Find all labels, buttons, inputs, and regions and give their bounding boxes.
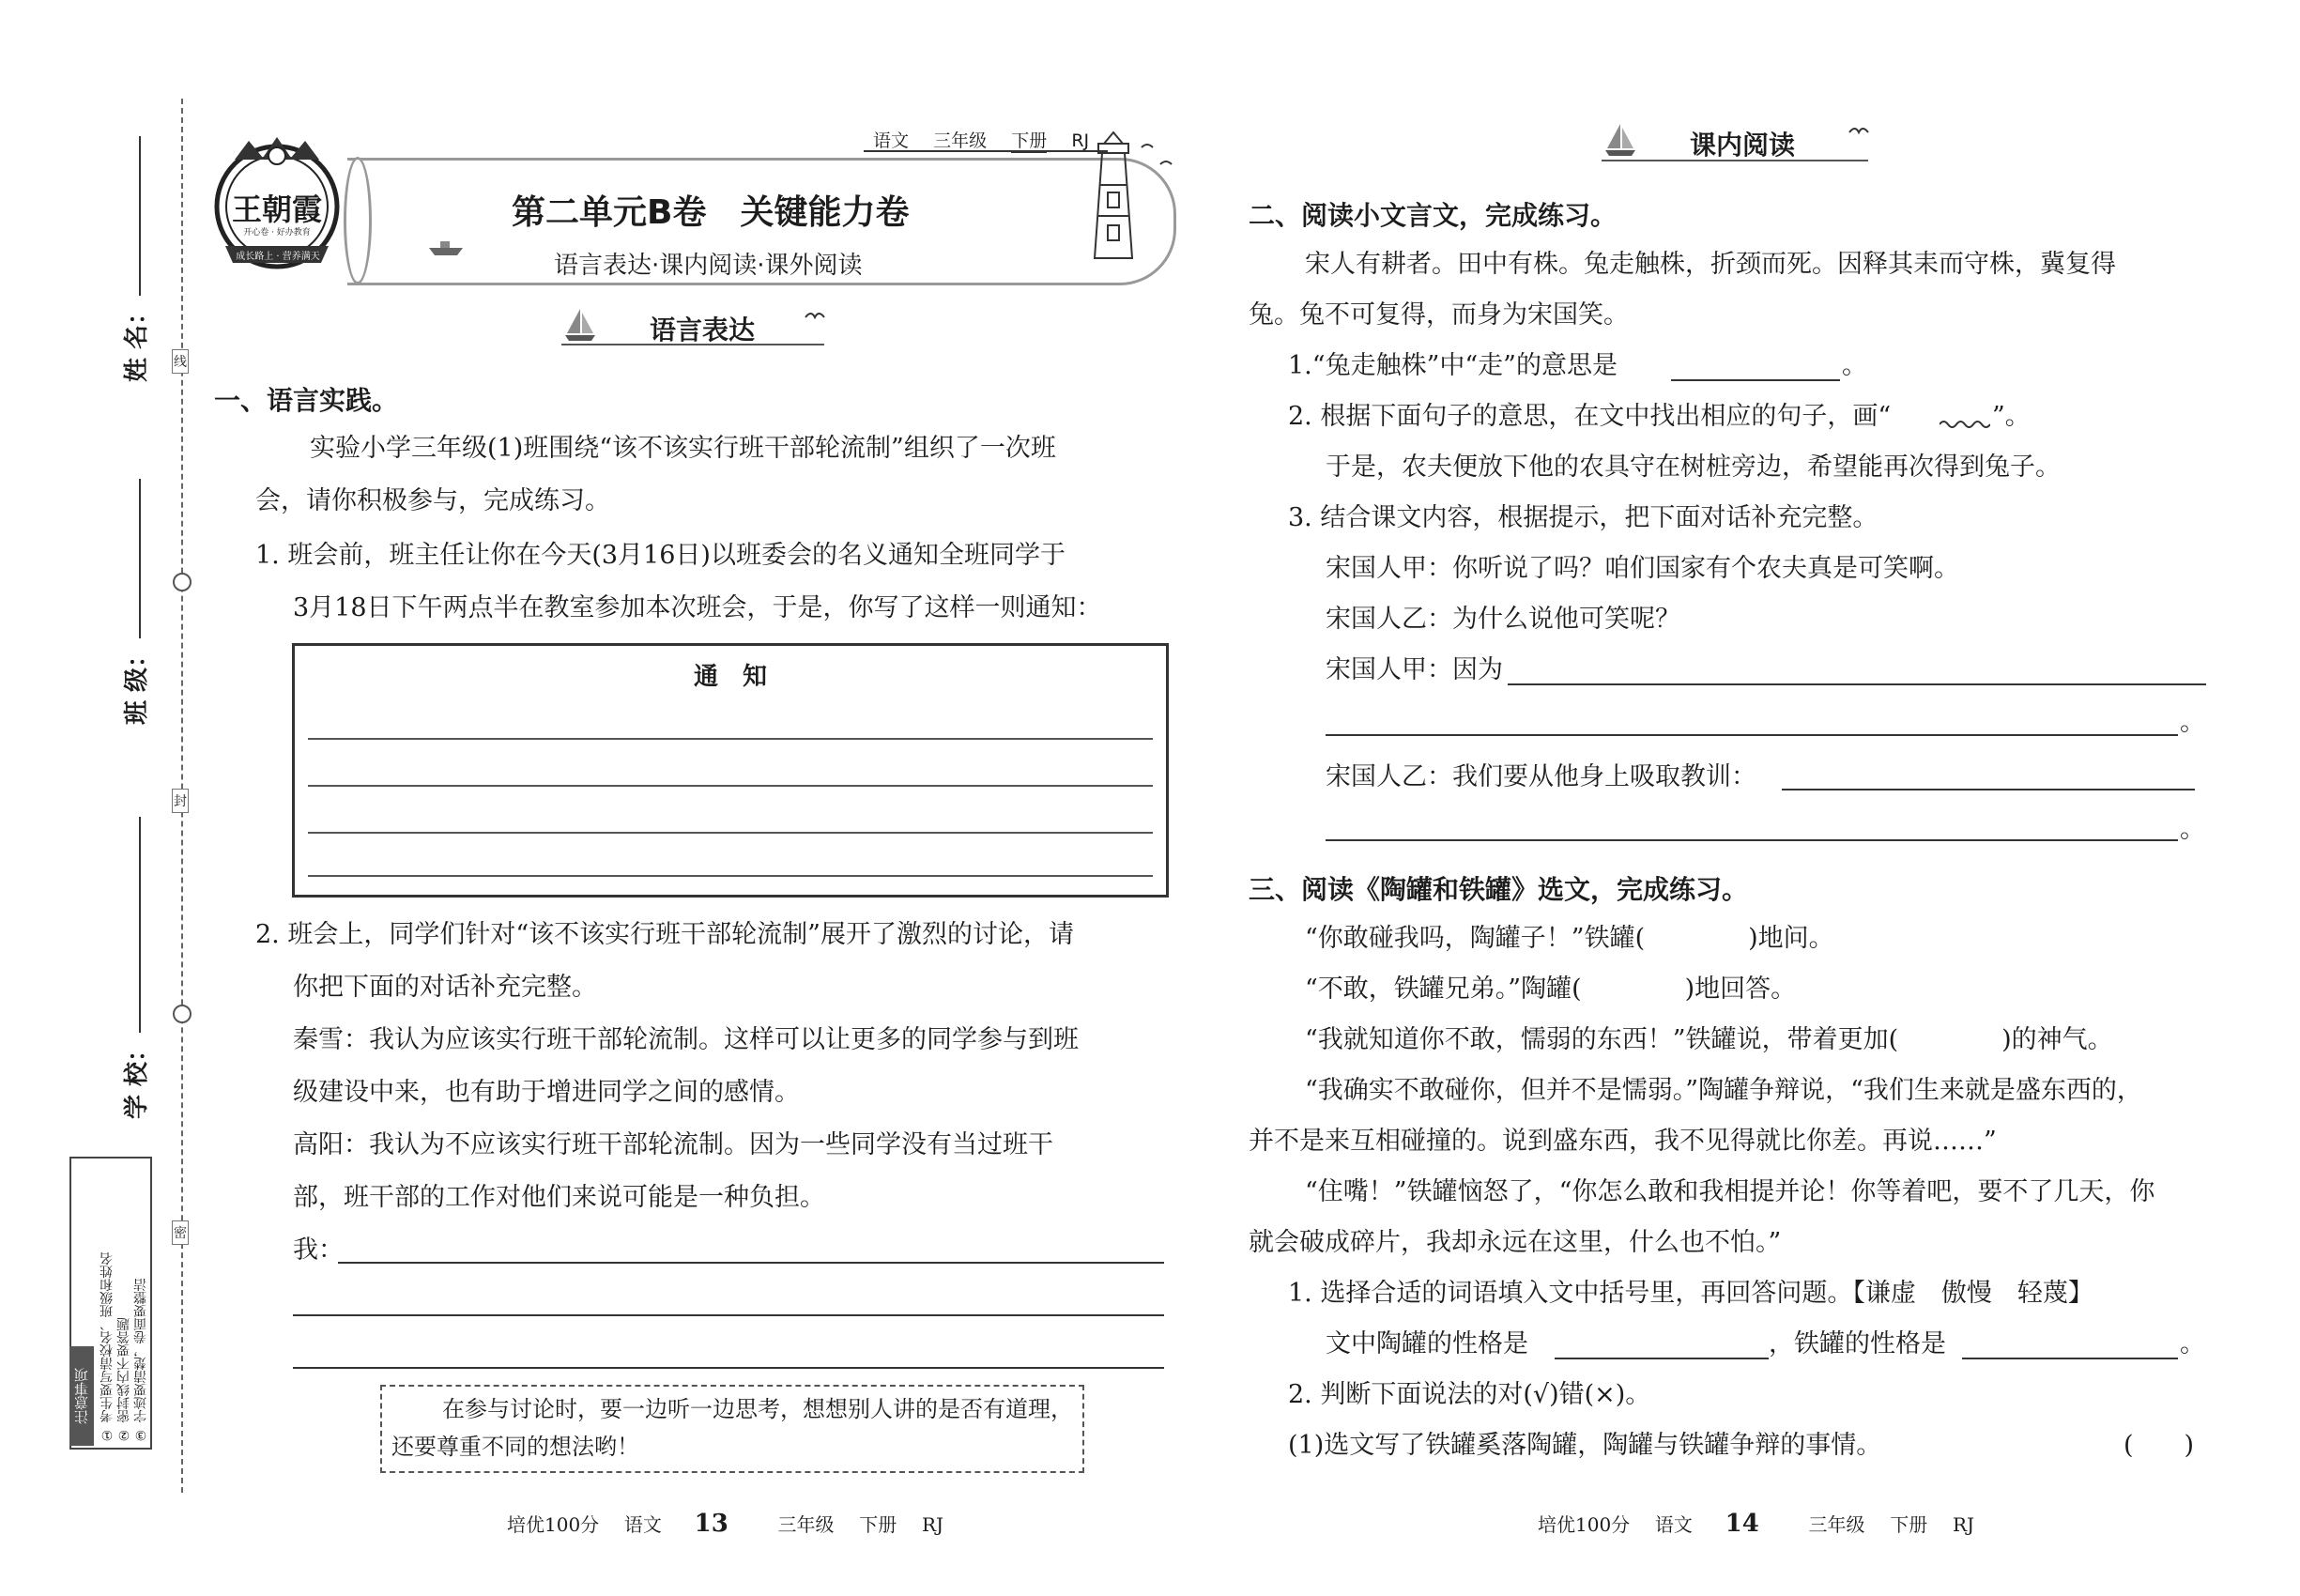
section-tag-rule — [1602, 160, 1868, 161]
answer-line[interactable] — [1508, 683, 2206, 685]
footer-brand: 培优100分 — [1538, 1513, 1631, 1536]
q3-passage: 并不是来互相碰撞的。说到盛东西，我不见得就比你差。再说……” — [1249, 1127, 1997, 1156]
q2-dialog: 宋国人乙：为什么说他可笑呢？ — [1326, 605, 1680, 634]
q3-passage-text: “不敢，铁罐兄弟。”陶罐( — [1305, 974, 1582, 1004]
name-label: 姓 名： — [123, 299, 152, 383]
sailboat-icon — [561, 305, 599, 343]
q2-passage: 宋人有耕者。田中有株。兔走触株，折颈而死。因释其耒而守株，冀复得 — [1305, 250, 2116, 279]
q3-passage — [1305, 1021, 2113, 1059]
footer-edition: RJ — [921, 1513, 944, 1536]
page-number: 14 — [1725, 1510, 1759, 1538]
header-edition: RJ — [1071, 130, 1090, 151]
q3-item2-statement: (1)选文写了铁罐奚落陶罐，陶罐与铁罐争辩的事情。 — [1288, 1431, 1882, 1460]
boat-icon — [427, 238, 465, 257]
dialog-qinxue: 秦雪：我认为应该实行班干部轮流制。这样可以让更多的同学参与到班 — [293, 1025, 1079, 1054]
footer-edition: RJ — [1952, 1513, 1975, 1536]
wavy-underline-icon — [1940, 419, 1990, 430]
header-grade: 三年级 — [933, 130, 988, 151]
footer-subject: 语文 — [1654, 1513, 1693, 1536]
q1-intro: 实验小学三年级(1)班围绕“该不该实行班干部轮流制”组织了一次班 — [310, 434, 1056, 463]
section-tag-language: 语言表达 — [650, 315, 756, 345]
page-title: 第二单元B卷 关键能力卷 — [512, 193, 910, 232]
q2-item2-end: ”。 — [1992, 402, 2031, 431]
footer-volume: 下册 — [1890, 1513, 1928, 1536]
dialog-me-label: 我： — [293, 1235, 344, 1265]
q3-passage — [1305, 971, 1796, 1008]
q2-item1: 1.“兔走触株”中“走”的意思是 — [1288, 351, 1618, 380]
sailboat-icon — [1602, 120, 1639, 158]
judge-paren[interactable]: ( ) — [2124, 1431, 2195, 1460]
notes-item: ② 密封线内不要答题 — [116, 1317, 131, 1442]
q1-item1: 1. 班会前，班主任让你在今天(3月16日)以班委会的名义通知全班同学于 — [255, 541, 1066, 570]
cut-mark-seal: 封 — [172, 789, 189, 813]
page-subtitle: 语言表达·课内阅读·课外阅读 — [554, 252, 863, 280]
q3-item1-question: ，铁罐的性格是 — [1769, 1329, 1946, 1358]
q3-passage: “我确实不敢碰你，但并不是懦弱。”陶罐争辩说，“我们生来就是盛东西的， — [1305, 1076, 2142, 1105]
binding-margin — [0, 0, 197, 1596]
bird-icon — [1848, 123, 1870, 136]
dialog-gaoyang: 部，班干部的工作对他们来说可能是一种负担。 — [293, 1183, 825, 1212]
cut-mark-close: 密 — [172, 1220, 189, 1245]
answer-blank[interactable] — [1555, 1358, 1769, 1359]
logo — [207, 131, 347, 272]
cut-mark-line: 线 — [172, 349, 189, 374]
section-tag-reading: 课内阅读 — [1690, 130, 1796, 161]
logo-name: 王朝霞 — [231, 192, 322, 227]
footer-grade: 三年级 — [777, 1513, 835, 1536]
header-volume: 下册 — [1011, 130, 1048, 151]
notice-box[interactable] — [292, 643, 1169, 898]
notes-title: 注意事项 — [69, 1346, 94, 1446]
q3-item1-end: 。 — [2180, 1329, 2205, 1358]
notice-line[interactable] — [308, 832, 1153, 834]
header-subject: 语文 — [873, 130, 910, 151]
footer-right — [1538, 1510, 1974, 1538]
q3-item2: 2. 判断下面说法的对(√)错(×)。 — [1288, 1380, 1651, 1409]
q2-dialog: 宋国人甲：你听说了吗？咱们国家有个农夫真是可笑啊。 — [1326, 554, 1959, 583]
footer-left — [507, 1510, 943, 1538]
answer-blank[interactable] — [1671, 379, 1840, 381]
q2-item1-end: 。 — [1842, 351, 1867, 380]
q3-passage-text: )地回答。 — [1684, 974, 1797, 1004]
q3-item1-question: 文中陶罐的性格是 — [1326, 1329, 1528, 1358]
dialog-qinxue: 级建设中来，也有助于增进同学之间的感情。 — [293, 1078, 800, 1107]
q3-passage-text: )的神气。 — [2001, 1025, 2113, 1054]
q2-dialog-end: 。 — [2180, 708, 2205, 737]
notice-line[interactable] — [308, 875, 1153, 877]
notes-item: ① 考生要写清校名、班级和姓名 — [100, 1251, 115, 1442]
answer-line[interactable] — [1326, 734, 2178, 736]
q2-dialog: 宋国人甲：因为 — [1326, 655, 1503, 684]
q1-heading: 一、语言实践。 — [214, 385, 399, 416]
school-field[interactable] — [139, 817, 141, 1033]
tip-box — [380, 1385, 1084, 1473]
lighthouse-icon — [1070, 127, 1192, 268]
notes-item: ③ 字迹要清楚，卷面要整洁 — [133, 1278, 148, 1442]
notice-title: 通 知 — [693, 663, 767, 691]
class-label: 班 级： — [123, 642, 152, 726]
q1-item2: 2. 班会上，同学们针对“该不该实行班干部轮流制”展开了激烈的讨论，请 — [255, 920, 1074, 949]
logo-ribbon: 成长路上 · 营养满天 — [236, 252, 320, 262]
q3-passage-text: “我就知道你不敢，懦弱的东西！”铁罐说，带着更加( — [1305, 1025, 1899, 1054]
q1-item1: 3月18日下午两点半在教室参加本次班会，于是，你写了这样一则通知： — [293, 593, 1102, 622]
q1-intro: 会，请你积极参与，完成练习。 — [255, 486, 610, 515]
notice-line[interactable] — [308, 785, 1153, 787]
q3-passage: 就会破成碎片，我却永远在这里，什么也不怕。” — [1249, 1228, 1782, 1257]
school-label: 学 校： — [123, 1036, 152, 1120]
page-number: 13 — [694, 1510, 728, 1538]
answer-line[interactable] — [293, 1367, 1164, 1369]
answer-line[interactable] — [293, 1314, 1164, 1316]
name-field[interactable] — [139, 136, 141, 296]
logo-slogan: 开心卷 · 好办教育 — [243, 228, 311, 238]
answer-blank[interactable] — [1962, 1358, 2178, 1359]
class-field[interactable] — [139, 479, 141, 638]
q3-passage: “住嘴！”铁罐恼怒了，“你怎么敢和我相提并论！你等着吧，要不了几天，你 — [1305, 1177, 2155, 1206]
footer-grade: 三年级 — [1808, 1513, 1865, 1536]
q2-item2: 2. 根据下面句子的意思，在文中找出相应的句子，画“ — [1288, 402, 1892, 431]
q2-dialog-end: 。 — [2180, 815, 2205, 844]
q3-passage-text: “你敢碰我吗，陶罐子！”铁罐( — [1305, 924, 1646, 953]
q3-passage — [1305, 920, 1834, 958]
footer-volume: 下册 — [859, 1513, 897, 1536]
q2-heading: 二、阅读小文言文，完成练习。 — [1249, 200, 1618, 231]
cut-circle — [173, 1005, 192, 1023]
cut-circle — [173, 573, 192, 591]
header-meta — [873, 127, 1089, 152]
answer-line[interactable] — [338, 1262, 1164, 1264]
answer-line[interactable] — [1326, 839, 2178, 841]
notice-line[interactable] — [308, 738, 1153, 740]
section-tag-rule — [561, 344, 824, 345]
q1-item2: 你把下面的对话补充完整。 — [293, 973, 597, 1002]
q3-heading: 三、阅读《陶罐和铁罐》选文，完成练习。 — [1249, 874, 1749, 905]
notes-box — [69, 1157, 152, 1450]
q3-item1: 1. 选择合适的词语填入文中括号里，再回答问题。【谦虚 傲慢 轻蔑】 — [1288, 1279, 2093, 1308]
tip-text: 在参与讨论时，要一边听一边思考，想想别人讲的是否有道理， — [442, 1396, 1073, 1422]
q3-passage-text: )地问。 — [1748, 924, 1834, 953]
tip-text: 还要尊重不同的想法哟！ — [391, 1434, 639, 1460]
q2-item3: 3. 结合课文内容，根据提示，把下面对话补充完整。 — [1288, 503, 1878, 532]
q2-item2-sentence: 于是，农夫便放下他的农具守在树桩旁边，希望能再次得到兔子。 — [1326, 453, 2061, 482]
q2-passage: 兔。兔不可复得，而身为宋国笑。 — [1249, 300, 1629, 330]
bird-icon — [804, 308, 826, 321]
q2-dialog: 宋国人乙：我们要从他身上吸取教训： — [1326, 762, 1756, 791]
footer-brand: 培优100分 — [507, 1513, 600, 1536]
answer-line[interactable] — [1782, 789, 2195, 790]
footer-subject: 语文 — [623, 1513, 662, 1536]
dialog-gaoyang: 高阳：我认为不应该实行班干部轮流制。因为一些同学没有当过班干 — [293, 1130, 1053, 1159]
